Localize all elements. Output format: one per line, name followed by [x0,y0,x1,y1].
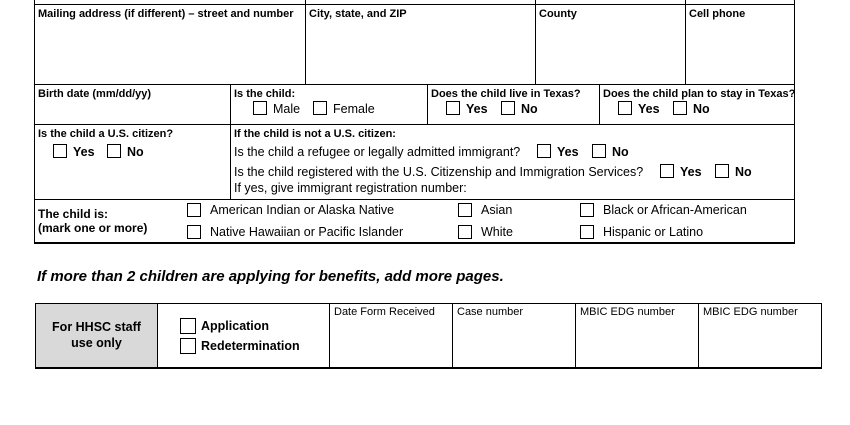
registration-number-label: If yes, give immigrant registration number: [234,181,467,195]
redetermination-checkbox[interactable] [180,338,196,354]
grid-line [452,303,453,368]
asian-checkbox[interactable] [458,203,472,217]
application-checkbox[interactable] [180,318,196,334]
grid-line [427,84,428,124]
county-label: County [539,8,577,20]
live-texas-no-checkbox[interactable] [501,101,515,115]
registered-no-label: No [735,165,752,179]
hispanic-label: Hispanic or Latino [603,225,704,239]
live-texas-yes-checkbox[interactable] [446,101,460,115]
refugee-yes-label: Yes [557,145,579,159]
grid-line [329,303,330,368]
registered-yes-checkbox[interactable] [660,164,674,178]
grid-line [230,84,231,124]
mailing-address-label: Mailing address (if different) – street and number [38,8,294,20]
grid-line [685,0,686,84]
grid-line [34,124,794,125]
registration-number-field[interactable] [470,180,790,196]
live-texas-yes-label: Yes [466,102,488,116]
city-state-zip-label: City, state, and ZIP [309,8,407,20]
grid-line [230,124,231,199]
american-indian-checkbox[interactable] [187,203,201,217]
mailing-address-field[interactable] [36,24,303,82]
black-label: Black or African-American [603,203,747,217]
grid-line [794,0,795,243]
live-in-texas-label: Does the child live in Texas? [431,88,581,100]
white-checkbox[interactable] [458,225,472,239]
birth-date-label: Birth date (mm/dd/yy) [38,88,152,100]
female-checkbox[interactable] [313,101,327,115]
grid-line [34,4,794,5]
not-citizen-label: If the child is not a U.S. citizen: [234,128,396,140]
registered-no-checkbox[interactable] [715,164,729,178]
birth-date-field[interactable] [36,102,228,122]
grid-line [35,303,821,304]
american-indian-label: American Indian or Alaska Native [210,203,395,217]
child-is-label: The child is: [38,207,109,221]
white-label: White [481,225,513,239]
staff-label-line2: use only [71,336,122,350]
grid-line [34,242,795,244]
mbic-edg-number-label-2: MBIC EDG number [703,306,798,318]
refugee-no-checkbox[interactable] [592,144,606,158]
grid-line [34,84,794,85]
is-the-child-label: Is the child: [234,88,296,100]
county-field[interactable] [537,24,683,82]
grid-line [157,303,158,368]
redetermination-label: Redetermination [201,339,300,353]
live-texas-no-label: No [521,102,538,116]
citizen-no-label: No [127,145,144,159]
staff-label-line1: For HHSC staff [52,320,141,334]
refugee-yes-checkbox[interactable] [537,144,551,158]
citizen-yes-checkbox[interactable] [53,144,67,158]
registered-yes-label: Yes [680,165,702,179]
grid-line [535,0,536,84]
cell-phone-field[interactable] [687,24,792,82]
male-checkbox[interactable] [253,101,267,115]
stay-texas-no-checkbox[interactable] [673,101,687,115]
stay-texas-yes-checkbox[interactable] [618,101,632,115]
us-citizen-label: Is the child a U.S. citizen? [38,128,174,140]
native-hawaiian-checkbox[interactable] [187,225,201,239]
male-label: Male [273,102,301,116]
grid-line [698,303,699,368]
case-number-label: Case number [457,306,524,318]
stay-texas-no-label: No [693,102,710,116]
stay-in-texas-label: Does the child plan to stay in Texas? [603,88,796,100]
refugee-no-label: No [612,145,629,159]
citizen-yes-label: Yes [73,145,95,159]
cell-phone-label: Cell phone [689,8,746,20]
grid-line [305,0,306,84]
mbic-edg-number-label-1: MBIC EDG number [580,306,675,318]
city-state-zip-field[interactable] [307,24,533,82]
grid-line [35,367,822,369]
refugee-question: Is the child a refugee or legally admitted immigrant? [234,145,521,159]
registered-question: Is the child registered with the U.S. Citizenship and Immigration Services? [234,165,644,179]
application-label: Application [201,319,270,333]
more-children-notice: If more than 2 children are applying for benefits, add more pages. [37,268,504,285]
citizen-no-checkbox[interactable] [107,144,121,158]
grid-line [34,199,794,200]
black-checkbox[interactable] [580,203,594,217]
mark-one-or-more-label: (mark one or more) [38,221,148,235]
grid-line [821,303,822,368]
grid-line [599,84,600,124]
stay-texas-yes-label: Yes [638,102,660,116]
female-label: Female [333,102,375,116]
asian-label: Asian [481,203,513,217]
hispanic-checkbox[interactable] [580,225,594,239]
native-hawaiian-label: Native Hawaiian or Pacific Islander [210,225,404,239]
grid-line [575,303,576,368]
grid-line [34,0,35,243]
date-form-received-label: Date Form Received [334,306,435,318]
